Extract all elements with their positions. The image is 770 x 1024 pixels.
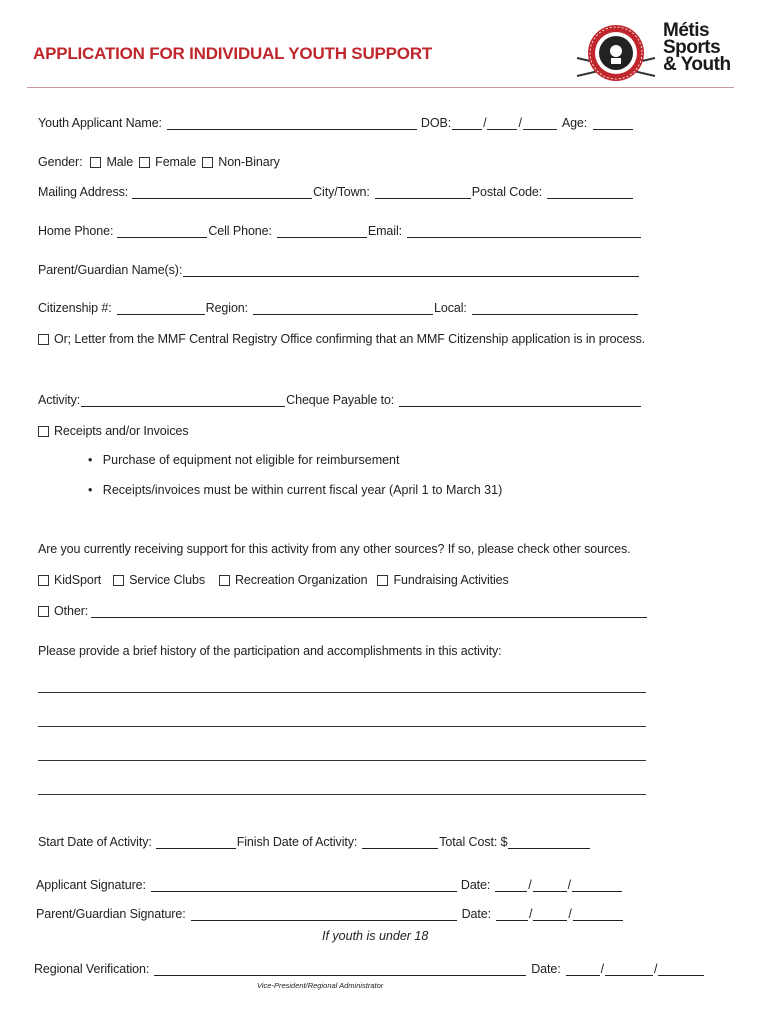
applicant-signature-field[interactable]	[151, 880, 457, 892]
label-non-binary: Non-Binary	[218, 155, 280, 169]
label-date: Date:	[461, 907, 491, 921]
checkbox-kidsport[interactable]	[38, 575, 49, 586]
brand-wordmark	[663, 22, 731, 73]
label-female: Female	[155, 155, 197, 169]
row-support-sources	[38, 573, 509, 587]
label-cheque: Cheque Payable to:	[286, 393, 395, 407]
label-youth-name: Youth Applicant Name:	[38, 116, 162, 130]
date-field[interactable]	[533, 880, 567, 892]
label-regional: Regional Verification:	[34, 962, 150, 976]
mailing-field[interactable]	[132, 187, 312, 199]
label-citizenship: Citizenship #:	[38, 301, 112, 315]
history-line-3[interactable]	[38, 760, 646, 761]
row-activity	[38, 393, 642, 407]
citizenship-field[interactable]	[117, 303, 205, 315]
row-parent-signature: Parent/Guardian Signature: Date: / /	[36, 907, 624, 921]
brand-line-3: & Youth	[663, 54, 731, 75]
label-other-support: Are you currently receiving support for this activity from any other sources? If so, please check other sources.	[38, 542, 631, 556]
local-field[interactable]	[472, 303, 638, 315]
label-email: Email:	[367, 224, 403, 238]
page-title: APPLICATION FOR INDIVIDUAL YOUTH SUPPORT	[33, 44, 433, 63]
label-activity: Activity:	[38, 393, 81, 407]
parent-names-field[interactable]	[183, 265, 639, 277]
regional-signature-field[interactable]	[154, 964, 526, 976]
label-local: Local:	[434, 301, 467, 315]
date-field[interactable]	[495, 880, 527, 892]
checkbox-other[interactable]	[38, 606, 49, 617]
label-male: Male	[106, 155, 134, 169]
label-cell-phone: Cell Phone:	[208, 224, 272, 238]
bullet-item: • Receipts/invoices must be within current fiscal year (April 1 to March 31)	[88, 483, 503, 497]
checkbox-service-clubs[interactable]	[113, 575, 124, 586]
checkbox-fundraising[interactable]	[377, 575, 388, 586]
label-mailing: Mailing Address:	[38, 185, 129, 199]
row-applicant: Youth Applicant Name: DOB: / / Age:	[38, 116, 634, 130]
label-kidsport: KidSport	[54, 573, 102, 587]
date-field[interactable]	[572, 880, 622, 892]
bullet-text-1: Purchase of equipment not eligible for reimbursement	[102, 453, 400, 467]
checkbox-male[interactable]	[90, 157, 101, 168]
date-field[interactable]	[533, 909, 567, 921]
other-field[interactable]	[91, 606, 647, 618]
label-other: Other:	[54, 604, 89, 618]
row-mailing	[38, 185, 634, 199]
cheque-field[interactable]	[399, 395, 641, 407]
finish-date-field[interactable]	[362, 837, 438, 849]
label-letter-option: Or; Letter from the MMF Central Registry Office confirming that an MMF Citizenship application is in process.	[54, 332, 646, 346]
email-field[interactable]	[407, 226, 641, 238]
label-date: Date:	[531, 962, 561, 976]
age-field[interactable]	[593, 118, 633, 130]
label-postal: Postal Code:	[471, 185, 543, 199]
checkbox-non-binary[interactable]	[202, 157, 213, 168]
home-phone-field[interactable]	[117, 226, 207, 238]
cell-phone-field[interactable]	[277, 226, 367, 238]
label-gender: Gender:	[38, 155, 83, 169]
label-applicant-signature: Applicant Signature:	[36, 878, 146, 892]
label-parent-names: Parent/Guardian Name(s):	[38, 263, 183, 277]
bullet-item: • Purchase of equipment not eligible for reimbursement	[88, 453, 400, 467]
if-youth-note: If youth is under 18	[322, 929, 429, 943]
dob-day-field[interactable]	[452, 118, 482, 130]
postal-field[interactable]	[547, 187, 633, 199]
dob-month-field[interactable]	[487, 118, 517, 130]
history-line-1[interactable]	[38, 692, 646, 693]
label-service-clubs: Service Clubs	[129, 573, 205, 587]
checkbox-receipts[interactable]	[38, 426, 49, 437]
label-age: Age:	[561, 116, 588, 130]
total-cost-field[interactable]	[508, 837, 590, 849]
date-field[interactable]	[573, 909, 623, 921]
brand-line-2: Sports	[663, 37, 721, 58]
row-other	[38, 604, 648, 618]
date-field[interactable]	[566, 964, 600, 976]
city-field[interactable]	[375, 187, 471, 199]
history-line-4[interactable]	[38, 794, 646, 795]
parent-signature-field[interactable]	[191, 909, 457, 921]
brand-line-1: Métis	[663, 20, 710, 41]
dob-year-field[interactable]	[523, 118, 557, 130]
row-applicant-signature: Applicant Signature: Date: / /	[36, 878, 623, 892]
metis-logo	[575, 22, 657, 89]
row-receipts	[38, 424, 188, 438]
region-field[interactable]	[253, 303, 433, 315]
row-citizenship	[38, 301, 639, 315]
history-question	[38, 644, 502, 658]
checkbox-recreation[interactable]	[219, 575, 230, 586]
history-line-2[interactable]	[38, 726, 646, 727]
row-letter-option	[38, 332, 645, 346]
label-start-date: Start Date of Activity:	[38, 835, 152, 849]
label-recreation: Recreation Organization	[234, 573, 368, 587]
label-finish-date: Finish Date of Activity:	[236, 835, 358, 849]
date-field[interactable]	[605, 964, 653, 976]
row-gender	[38, 155, 280, 169]
label-receipts: Receipts and/or Invoices	[54, 424, 189, 438]
date-field[interactable]	[496, 909, 528, 921]
bullet-text-2: Receipts/invoices must be within current fiscal year (April 1 to March 31)	[102, 483, 503, 497]
label-total-cost: Total Cost: $	[439, 835, 508, 849]
date-field[interactable]	[658, 964, 704, 976]
row-dates-cost	[38, 835, 591, 849]
label-dob: DOB:	[420, 116, 452, 130]
label-city: City/Town:	[313, 185, 370, 199]
label-home-phone: Home Phone:	[38, 224, 114, 238]
label-parent-signature: Parent/Guardian Signature:	[36, 907, 186, 921]
label-fundraising: Fundraising Activities	[393, 573, 509, 587]
label-region: Region:	[205, 301, 249, 315]
row-regional-verification: Regional Verification: Date: / /	[34, 962, 705, 976]
other-support-question	[38, 542, 631, 556]
start-date-field[interactable]	[156, 837, 236, 849]
header-divider	[27, 87, 734, 88]
vp-caption: Vice-President/Regional Administrator	[257, 981, 384, 990]
row-phones	[38, 224, 642, 238]
label-date: Date:	[460, 878, 491, 892]
label-history: Please provide a brief history of the participation and accomplishments in this activity:	[38, 644, 502, 658]
checkbox-letter[interactable]	[38, 334, 49, 345]
checkbox-female[interactable]	[139, 157, 150, 168]
row-parent	[38, 263, 640, 277]
youth-name-field[interactable]	[167, 118, 417, 130]
activity-field[interactable]	[81, 395, 285, 407]
